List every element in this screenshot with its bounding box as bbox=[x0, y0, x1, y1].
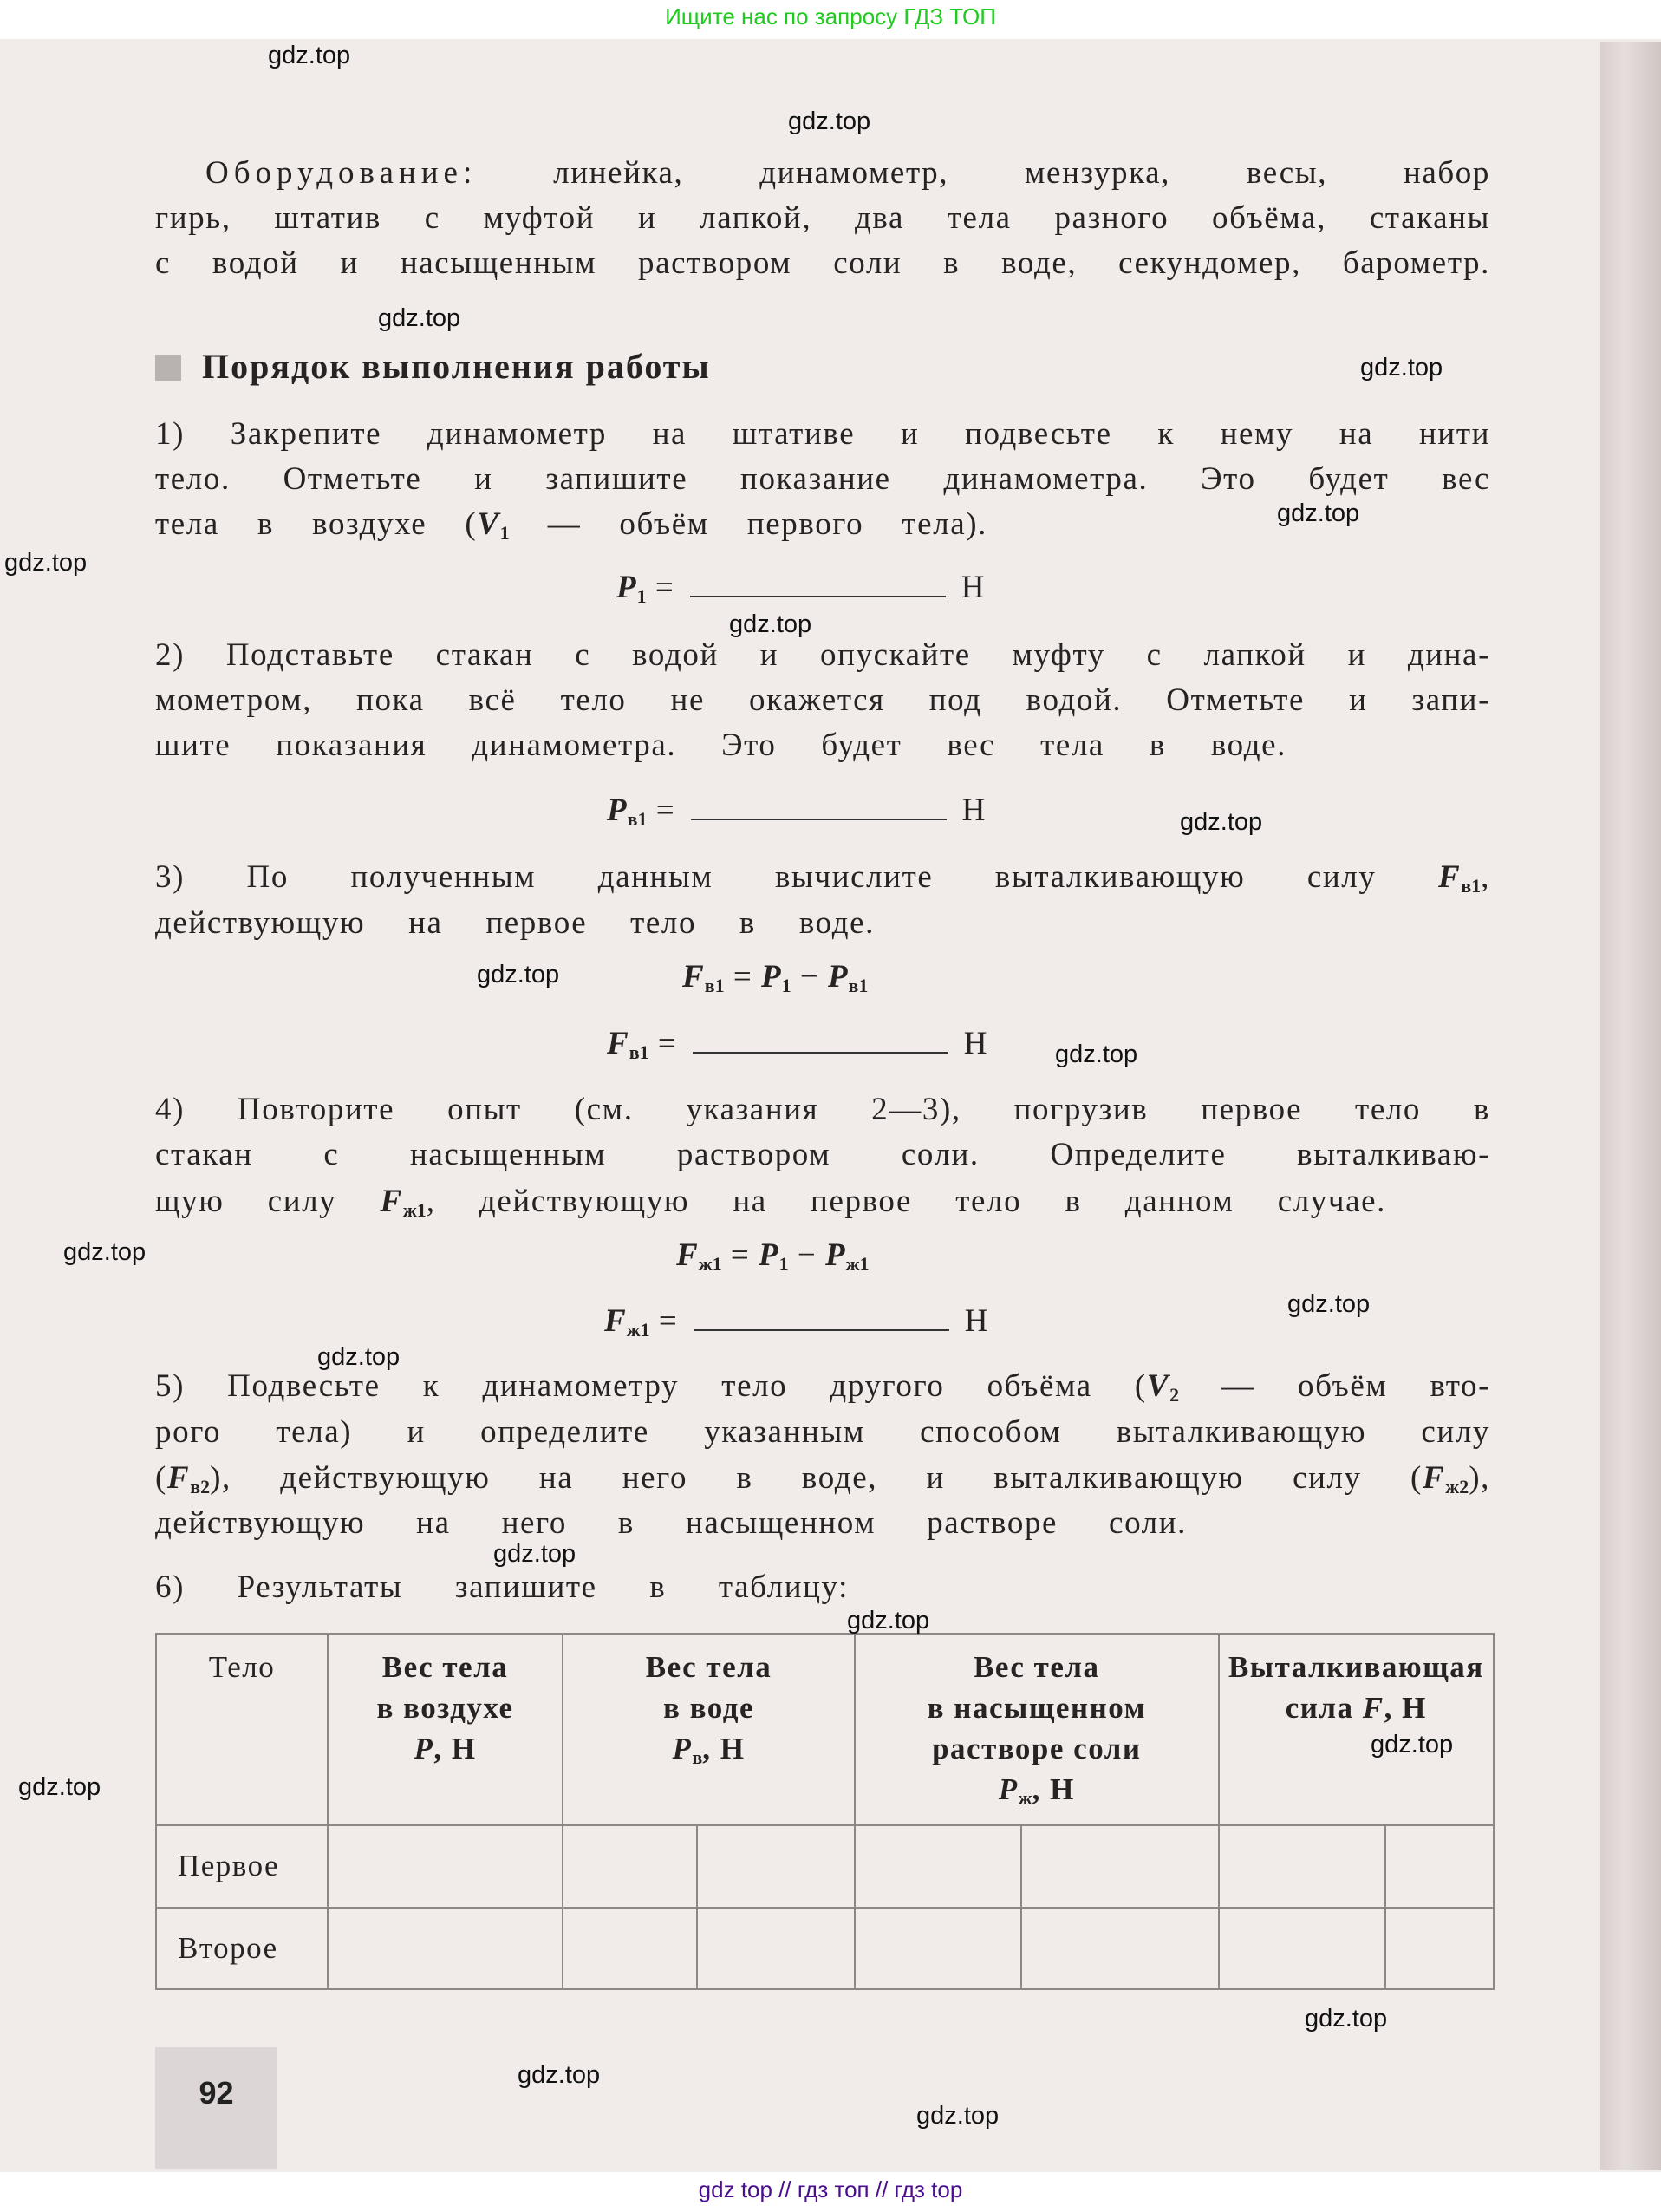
text-line bbox=[155, 412, 1490, 457]
top-banner[interactable]: Ищите нас по запросу ГДЗ ТОП bbox=[665, 3, 996, 29]
text-line bbox=[155, 1087, 1490, 1132]
text-segment: стакан с насыщенным раствором соли. Определите выталкиваю- bbox=[155, 1137, 1490, 1172]
step-6 bbox=[155, 1565, 849, 1610]
text-line bbox=[155, 1132, 1490, 1178]
variable-subscript: 1 bbox=[778, 1253, 789, 1275]
variable-subscript: в1 bbox=[848, 975, 869, 996]
text-segment: Тело bbox=[208, 1650, 276, 1684]
text-segment: = bbox=[648, 1026, 677, 1061]
text-segment: = bbox=[721, 1237, 759, 1273]
text-segment: 1) Закрепите динамометр на штативе и подвесьте к нему на нити bbox=[155, 416, 1490, 452]
text-segment: действующую на первое тело в воде. bbox=[155, 905, 875, 941]
variable-subscript: в1 bbox=[704, 975, 725, 996]
watermark: gdz.top bbox=[1371, 1731, 1454, 1759]
table-cell[interactable] bbox=[1219, 1908, 1385, 1990]
text-segment: в воздухе bbox=[376, 1691, 514, 1725]
text-segment: Вес тела bbox=[974, 1650, 1100, 1684]
text-segment: Н bbox=[961, 570, 986, 605]
variable-symbol: V bbox=[1146, 1368, 1170, 1404]
answer-blank[interactable] bbox=[693, 1033, 948, 1054]
variable-symbol: P bbox=[760, 959, 782, 995]
answer-blank[interactable] bbox=[690, 577, 946, 597]
text-segment: сила bbox=[1285, 1691, 1363, 1725]
variable-subscript: 1 bbox=[781, 975, 791, 996]
variable bbox=[676, 1237, 722, 1273]
text-segment: − bbox=[791, 959, 828, 995]
table-row bbox=[156, 1825, 1494, 1908]
table-cell[interactable] bbox=[697, 1908, 855, 1990]
text-segment: рого тела) и определите указанным способом выталкивающую силу bbox=[155, 1414, 1490, 1450]
table-cell[interactable] bbox=[1385, 1825, 1494, 1908]
variable-subscript: 1 bbox=[636, 585, 647, 607]
answer-blank[interactable] bbox=[691, 799, 947, 820]
text-segment: тело. Отметьте и запишите показание динамометра. Это будет вес bbox=[155, 461, 1490, 497]
variable-subscript: в2 bbox=[190, 1476, 211, 1498]
results-table bbox=[155, 1633, 1495, 1990]
text-segment: — объём вто- bbox=[1179, 1368, 1490, 1404]
text-segment: Вес тела bbox=[381, 1650, 509, 1684]
table-cell[interactable] bbox=[563, 1908, 697, 1990]
text-line bbox=[155, 457, 1490, 502]
variable bbox=[381, 1184, 427, 1219]
formula-fv1-calc bbox=[682, 955, 868, 1008]
watermark: gdz.top bbox=[477, 961, 560, 989]
text-line bbox=[155, 1179, 1386, 1224]
watermark: gdz.top bbox=[4, 549, 88, 577]
variable bbox=[616, 570, 647, 605]
table-cell[interactable] bbox=[328, 1908, 563, 1990]
text-segment: щую силу bbox=[155, 1184, 381, 1219]
table-cell[interactable] bbox=[563, 1825, 697, 1908]
header-cell bbox=[156, 1634, 328, 1825]
watermark: gdz.top bbox=[317, 1343, 401, 1371]
text-line bbox=[155, 196, 1490, 241]
page-edge bbox=[1600, 42, 1661, 2170]
text-segment: в насыщенном bbox=[927, 1691, 1146, 1725]
variable-symbol: F bbox=[1437, 859, 1462, 895]
watermark: gdz.top bbox=[916, 2102, 1000, 2130]
variable-symbol: F bbox=[676, 1237, 699, 1273]
table-cell[interactable] bbox=[1021, 1908, 1219, 1990]
variable-symbol: F bbox=[1362, 1691, 1384, 1725]
text-segment: растворе соли bbox=[932, 1732, 1142, 1765]
table-header-row bbox=[156, 1634, 1494, 1825]
variable-symbol: F bbox=[166, 1460, 191, 1496]
watermark: gdz.top bbox=[268, 42, 351, 69]
watermark: gdz.top bbox=[518, 2061, 601, 2089]
text-segment: линейка, динамометр, мензурка, весы, набор bbox=[477, 155, 1490, 191]
variable bbox=[604, 1303, 650, 1339]
variable-subscript: в1 bbox=[627, 808, 648, 830]
variable-symbol: P bbox=[998, 1772, 1019, 1806]
bottom-banner[interactable]: gdz top // гдз топ // гдз top bbox=[698, 2176, 963, 2202]
variable bbox=[682, 959, 725, 995]
text-segment: ), действующую на него в воде, и выталкивающую силу ( bbox=[210, 1460, 1423, 1496]
variable bbox=[477, 506, 509, 542]
text-segment: − bbox=[788, 1237, 825, 1273]
watermark: gdz.top bbox=[1360, 354, 1443, 382]
table-row bbox=[156, 1908, 1494, 1990]
table-cell[interactable] bbox=[1385, 1908, 1494, 1990]
watermark: gdz.top bbox=[18, 1773, 101, 1801]
text-segment: = bbox=[649, 1303, 678, 1339]
formula-pv1 bbox=[607, 788, 986, 842]
variable-subscript: ж bbox=[1018, 1787, 1032, 1809]
text-segment: тела в воздухе ( bbox=[155, 506, 478, 542]
table-cell[interactable] bbox=[1021, 1825, 1219, 1908]
variable-subscript: 2 bbox=[1169, 1384, 1180, 1406]
watermark: gdz.top bbox=[1180, 808, 1263, 836]
variable bbox=[1363, 1691, 1384, 1725]
text-segment: ( bbox=[155, 1460, 167, 1496]
variable bbox=[672, 1732, 703, 1768]
text-segment: , действующую на первое тело в данном случае. bbox=[426, 1184, 1386, 1219]
text-segment: , Н bbox=[1032, 1772, 1075, 1806]
variable bbox=[1147, 1368, 1179, 1404]
variable-symbol: F bbox=[604, 1303, 627, 1339]
formula-fzh1 bbox=[604, 1299, 989, 1353]
variable-symbol: P bbox=[414, 1732, 434, 1765]
text-segment: Вес тела bbox=[645, 1650, 772, 1684]
formula-fv1 bbox=[607, 1021, 987, 1075]
heading-text: Порядок выполнения работы bbox=[202, 347, 711, 386]
table-cell[interactable] bbox=[855, 1825, 1021, 1908]
page-number-box bbox=[155, 2047, 277, 2169]
text-segment: Н bbox=[964, 1303, 989, 1339]
spaced-label: Оборудование: bbox=[205, 155, 478, 191]
text-line bbox=[155, 502, 987, 547]
table-cell[interactable] bbox=[855, 1908, 1021, 1990]
row-label: Второе bbox=[156, 1908, 328, 1990]
variable-subscript: в1 bbox=[629, 1041, 649, 1063]
text-line bbox=[155, 633, 1490, 678]
text-segment: Н bbox=[961, 793, 987, 828]
text-segment: 2) Подставьте стакан с водой и опускайте муфту с лапкой и дина- bbox=[155, 637, 1490, 673]
variable-subscript: ж1 bbox=[845, 1253, 870, 1275]
watermark: gdz.top bbox=[729, 610, 812, 638]
table-cell[interactable] bbox=[328, 1825, 563, 1908]
text-segment: , Н bbox=[702, 1732, 746, 1765]
section-heading bbox=[155, 344, 711, 389]
formula-fzh1-calc bbox=[676, 1233, 870, 1287]
watermark: gdz.top bbox=[1305, 2005, 1388, 2033]
text-segment: в воде bbox=[662, 1691, 755, 1725]
variable bbox=[167, 1460, 210, 1496]
variable bbox=[607, 1026, 649, 1061]
text-segment: 5) Подвесьте к динамометру тело другого объёма ( bbox=[155, 1368, 1147, 1404]
text-line bbox=[155, 1410, 1490, 1455]
text-segment: мометром, пока всё тело не окажется под водой. Отметьте и запи- bbox=[155, 682, 1490, 718]
text-line bbox=[155, 1501, 1187, 1546]
text-segment: = bbox=[724, 959, 761, 995]
answer-blank[interactable] bbox=[694, 1310, 949, 1331]
watermark: gdz.top bbox=[1055, 1041, 1138, 1068]
variable-subscript: 1 bbox=[499, 522, 510, 544]
text-line bbox=[155, 855, 1490, 900]
variable-subscript: в bbox=[692, 1746, 703, 1768]
watermark: gdz.top bbox=[63, 1238, 147, 1266]
text-segment: = bbox=[647, 793, 675, 828]
variable bbox=[414, 1732, 433, 1765]
text-segment: ), bbox=[1469, 1460, 1490, 1496]
variable-symbol: F bbox=[380, 1184, 403, 1219]
text-line bbox=[155, 1456, 1490, 1501]
text-line bbox=[155, 901, 875, 946]
text-segment: 4) Повторите опыт (см. указания 2—3), погрузив первое тело в bbox=[155, 1092, 1490, 1127]
variable bbox=[607, 793, 648, 828]
header-cell bbox=[1219, 1634, 1494, 1825]
text-segment: Н bbox=[963, 1026, 988, 1061]
variable-symbol: F bbox=[607, 1026, 629, 1061]
table-cell[interactable] bbox=[1219, 1825, 1385, 1908]
variable-symbol: P bbox=[616, 570, 637, 605]
text-segment: — объём первого тела). bbox=[509, 506, 987, 542]
watermark: gdz.top bbox=[788, 108, 871, 135]
variable-symbol: P bbox=[607, 793, 628, 828]
variable-subscript: ж2 bbox=[1445, 1476, 1469, 1498]
variable-symbol: F bbox=[1422, 1460, 1446, 1496]
text-segment: , bbox=[1481, 859, 1490, 895]
heading-marker-icon bbox=[155, 355, 181, 381]
watermark: gdz.top bbox=[378, 304, 461, 332]
text-segment: шите показания динамометра. Это будет вес тела в воде. bbox=[155, 728, 1286, 763]
text-segment: , Н bbox=[1384, 1691, 1427, 1725]
text-segment: гирь, штатив с муфтой и лапкой, два тела разного объёма, стаканы bbox=[155, 200, 1490, 236]
text-line bbox=[155, 723, 1286, 768]
variable bbox=[759, 1237, 789, 1273]
page-number: 92 bbox=[199, 2075, 234, 2111]
variable-subscript: в1 bbox=[1461, 875, 1482, 897]
variable bbox=[1438, 859, 1481, 895]
variable-symbol: F bbox=[682, 959, 705, 995]
variable-symbol: V bbox=[477, 506, 500, 542]
variable-symbol: P bbox=[825, 1237, 846, 1273]
variable bbox=[998, 1772, 1032, 1809]
text-segment: действующую на него в насыщенном растворе соли. bbox=[155, 1505, 1187, 1541]
watermark: gdz.top bbox=[1287, 1290, 1371, 1318]
variable bbox=[825, 1237, 870, 1273]
text-segment: , Н bbox=[433, 1732, 477, 1765]
text-segment: с водой и насыщенным раствором соли в воде, секундомер, барометр. bbox=[155, 245, 1490, 281]
variable bbox=[761, 959, 791, 995]
table-cell[interactable] bbox=[697, 1825, 855, 1908]
watermark: gdz.top bbox=[493, 1540, 576, 1568]
header-cell bbox=[328, 1634, 563, 1825]
variable-symbol: P bbox=[827, 959, 849, 995]
text-segment: 6) Результаты запишите в таблицу: bbox=[155, 1569, 849, 1605]
variable-symbol: P bbox=[672, 1732, 693, 1765]
text-line bbox=[205, 151, 1490, 196]
variable-subscript: ж1 bbox=[698, 1253, 722, 1275]
header-cell bbox=[563, 1634, 855, 1825]
text-segment: Выталкивающая bbox=[1228, 1650, 1484, 1684]
variable bbox=[1423, 1460, 1469, 1496]
text-line bbox=[155, 241, 1490, 286]
watermark: gdz.top bbox=[847, 1607, 930, 1635]
text-segment: = bbox=[646, 570, 674, 605]
variable-subscript: ж1 bbox=[626, 1319, 650, 1341]
variable bbox=[828, 959, 869, 995]
watermark: gdz.top bbox=[1277, 499, 1360, 527]
variable-subscript: ж1 bbox=[402, 1199, 427, 1221]
header-cell bbox=[855, 1634, 1219, 1825]
text-segment: 3) По полученным данным вычислите выталкивающую силу bbox=[155, 859, 1438, 895]
text-line bbox=[155, 678, 1490, 723]
row-label: Первое bbox=[156, 1825, 328, 1908]
variable-symbol: P bbox=[759, 1237, 779, 1273]
